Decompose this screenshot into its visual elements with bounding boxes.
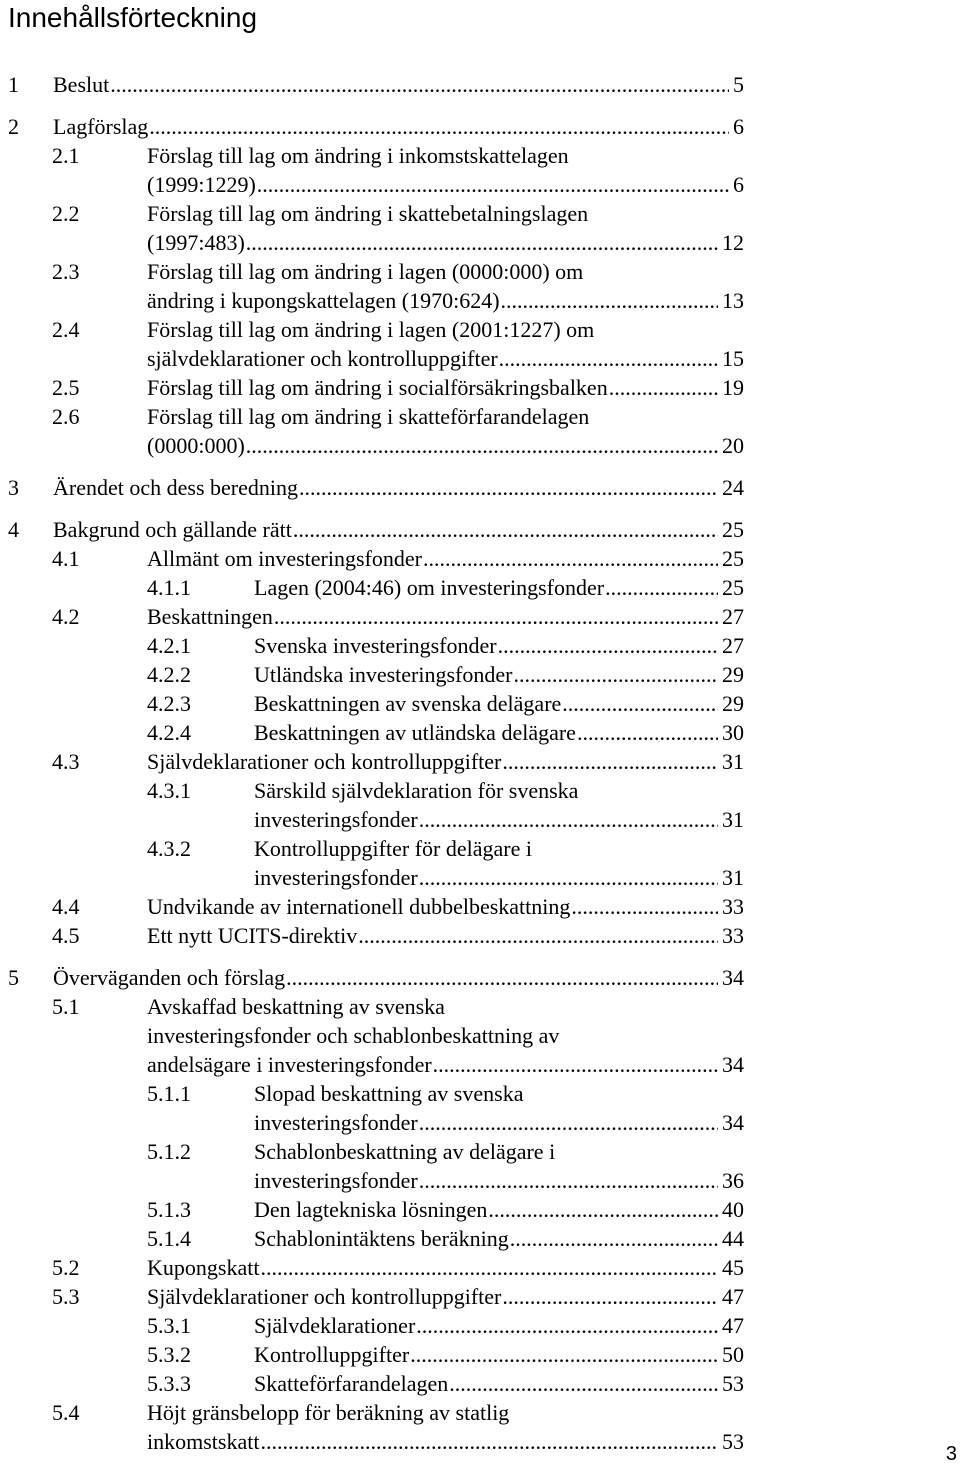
toc-entry-page: 31 (722, 807, 744, 832)
dot-leader (501, 287, 718, 315)
toc-entry-page: 31 (722, 865, 744, 890)
dot-leader (510, 1225, 718, 1253)
dot-leader (577, 719, 718, 747)
toc-entry-number: 4.2.2 (147, 662, 191, 687)
toc-entry-page: 15 (722, 346, 744, 371)
toc-line (147, 690, 744, 718)
toc-entry-title: investeringsfonder (254, 1110, 418, 1135)
toc-entry-title: Schablonintäktens beräkning (254, 1226, 509, 1251)
dot-leader (274, 603, 718, 631)
toc-entry-number: 2.5 (52, 375, 80, 400)
toc-entry-title: Förslag till lag om ändring i skattebetalningslagen (147, 201, 589, 226)
toc-line (52, 258, 744, 286)
toc-entry-title: Beskattningen av svenska delägare (254, 691, 562, 716)
toc-line (52, 748, 744, 776)
toc-entry-number: 3 (8, 475, 19, 500)
toc-line (52, 345, 744, 373)
toc-entry-number: 2.6 (52, 404, 80, 429)
dot-leader (609, 374, 718, 402)
toc-entry-number: 4.2.3 (147, 691, 191, 716)
toc-line (147, 835, 744, 863)
toc-entry-page: 53 (722, 1429, 744, 1454)
toc-entry-page: 33 (722, 923, 744, 948)
toc-line (8, 516, 744, 544)
toc-line (8, 113, 744, 141)
toc-entry-title: Lagen (2004:46) om investeringsfonder (254, 575, 605, 600)
toc-entry-page: 47 (722, 1284, 744, 1309)
dot-leader (149, 113, 729, 141)
toc-entry-title: självdeklarationer och kontrolluppgifter (147, 346, 498, 371)
dot-leader (571, 893, 718, 921)
toc-line (52, 603, 744, 631)
toc-entry-title: Beslut (53, 72, 110, 97)
toc-entry-number: 5.1.2 (147, 1139, 191, 1164)
dot-leader (502, 748, 718, 776)
dot-leader (419, 864, 718, 892)
toc-line (8, 964, 744, 992)
toc-entry-page: 31 (722, 749, 744, 774)
toc-entry-page: 40 (722, 1197, 744, 1222)
toc-entry-title: (0000:000) (147, 433, 245, 458)
toc-entry-title: inkomstskatt (147, 1429, 260, 1454)
toc-entry-title: Förslag till lag om ändring i inkomstskattelagen (147, 143, 569, 168)
toc-entry-title: Förslag till lag om ändring i lagen (2001:1227) om (147, 317, 595, 342)
toc-entry-title: Kontrolluppgifter för delägare i (254, 836, 532, 861)
toc-line (52, 893, 744, 921)
dot-leader (513, 661, 718, 689)
dot-leader (410, 1341, 718, 1369)
toc-entry-number: 4.2 (52, 604, 80, 629)
toc-entry-number: 4.1 (52, 546, 80, 571)
toc-entry-title: Självdeklarationer och kontrolluppgifter (147, 749, 502, 774)
toc-entry-number: 5.3.3 (147, 1371, 191, 1396)
toc-line (52, 1254, 744, 1282)
toc-line (52, 993, 744, 1021)
dot-leader (419, 1109, 718, 1137)
toc-line (8, 474, 744, 502)
toc-entry-page: 45 (722, 1255, 744, 1280)
toc-line (52, 374, 744, 402)
toc-entry-page: 34 (722, 1052, 744, 1077)
dot-leader (419, 806, 718, 834)
toc-entry-title: investeringsfonder (254, 865, 418, 890)
toc-entry-title: Ett nytt UCITS-direktiv (147, 923, 358, 948)
toc-entry-title: Förslag till lag om ändring i lagen (0000:000) om (147, 259, 584, 284)
toc-line (147, 574, 744, 602)
toc-entry-number: 5.1.3 (147, 1197, 191, 1222)
toc-entry-page: 34 (722, 1110, 744, 1135)
toc-line (52, 1051, 744, 1079)
toc-entry-page: 34 (722, 965, 744, 990)
toc-entry-title: investeringsfonder och schablonbeskattning av (147, 1023, 560, 1048)
toc-entry-title: Förslag till lag om ändring i skatteförfarandelagen (147, 404, 590, 429)
toc-entry-number: 5.3.1 (147, 1313, 191, 1338)
toc-entry-page: 44 (722, 1226, 744, 1251)
toc-entry-title: Schablonbeskattning av delägare i (254, 1139, 556, 1164)
dot-leader (286, 964, 718, 992)
toc-entry-number: 2.2 (52, 201, 80, 226)
dot-leader (605, 574, 718, 602)
toc-line (52, 403, 744, 431)
dot-leader (246, 432, 718, 460)
toc-entry-title: Allmänt om investeringsfonder (147, 546, 422, 571)
toc-entry-title: Beskattningen (147, 604, 273, 629)
dot-leader (498, 632, 718, 660)
toc-entry-number: 4.2.1 (147, 633, 191, 658)
page-number: 3 (945, 1443, 957, 1465)
toc-line (147, 1225, 744, 1253)
toc-line (147, 1196, 744, 1224)
toc-entry-page: 47 (722, 1313, 744, 1338)
toc-entry-number: 2.3 (52, 259, 80, 284)
dot-leader (260, 1428, 718, 1456)
toc-line (147, 719, 744, 747)
toc-entry-number: 5.1.1 (147, 1081, 191, 1106)
toc-line (52, 316, 744, 344)
dot-leader (502, 1283, 718, 1311)
dot-leader (293, 516, 718, 544)
toc-entry-title: Överväganden och förslag (53, 965, 286, 990)
toc-entry-title: Undvikande av internationell dubbelbeskattning (147, 894, 571, 919)
toc-entry-number: 2.1 (52, 143, 80, 168)
toc-entry-number: 4.1.1 (147, 575, 191, 600)
dot-leader (246, 229, 718, 257)
toc-entry-page: 6 (733, 114, 744, 139)
toc-entry-number: 5.4 (52, 1400, 80, 1425)
toc-entry-title: Den lagtekniska lösningen (254, 1197, 488, 1222)
toc-entry-number: 4.3 (52, 749, 80, 774)
toc-line (147, 1370, 744, 1398)
toc-entry-page: 30 (722, 720, 744, 745)
toc-line (147, 1109, 744, 1137)
toc-entry-page: 50 (722, 1342, 744, 1367)
toc-entry-number: 5.3.2 (147, 1342, 191, 1367)
dot-leader (358, 922, 718, 950)
toc-entry-number: 4.3.2 (147, 836, 191, 861)
toc-entry-title: Kontrolluppgifter (254, 1342, 410, 1367)
dot-leader (562, 690, 718, 718)
toc-entry-number: 2 (8, 114, 19, 139)
toc-entry-number: 4 (8, 517, 19, 542)
toc-entry-title: (1999:1229) (147, 172, 256, 197)
dot-leader (499, 345, 718, 373)
toc-entry-page: 27 (722, 633, 744, 658)
toc-entry-page: 29 (722, 662, 744, 687)
toc-entry-title: Bakgrund och gällande rätt (53, 517, 292, 542)
toc-line (147, 806, 744, 834)
toc-line (52, 200, 744, 228)
toc-line (52, 287, 744, 315)
toc-entry-number: 2.4 (52, 317, 80, 342)
toc-entry-number: 4.5 (52, 923, 80, 948)
toc-line (52, 1022, 744, 1050)
toc-entry-title: Självdeklarationer (254, 1313, 416, 1338)
toc-line (147, 1080, 744, 1108)
toc-entry-number: 4.2.4 (147, 720, 191, 745)
page-title: Innehållsförteckning (8, 2, 258, 33)
toc-entry-title: Kupongskatt (147, 1255, 260, 1280)
toc-entry-title: Särskild självdeklaration för svenska (254, 778, 579, 803)
toc-entry-title: Beskattningen av utländska delägare (254, 720, 576, 745)
toc-entry-title: Slopad beskattning av svenska (254, 1081, 524, 1106)
toc-line (147, 1312, 744, 1340)
toc-entry-page: 25 (722, 575, 744, 600)
dot-leader (110, 71, 729, 99)
toc-line (147, 777, 744, 805)
toc-entry-page: 25 (722, 517, 744, 542)
toc-entry-title: Ärendet och dess beredning (53, 475, 298, 500)
dot-leader (433, 1051, 718, 1079)
toc-line (147, 661, 744, 689)
dot-leader (449, 1370, 718, 1398)
toc-entry-page: 6 (733, 172, 744, 197)
dot-leader (299, 474, 718, 502)
toc-line (147, 864, 744, 892)
toc-line (147, 1167, 744, 1195)
toc-entry-number: 5.1.4 (147, 1226, 191, 1251)
toc-entry-page: 13 (722, 288, 744, 313)
toc-line (52, 432, 744, 460)
toc-entry-title: Avskaffad beskattning av svenska (147, 994, 445, 1019)
toc-entry-title: Lagförslag (53, 114, 149, 139)
toc-entry-page: 5 (733, 72, 744, 97)
toc-line (52, 545, 744, 573)
toc-entry-page: 25 (722, 546, 744, 571)
toc-entry-title: andelsägare i investeringsfonder (147, 1052, 432, 1077)
toc-entry-title: Svenska investeringsfonder (254, 633, 497, 658)
dot-leader (419, 1167, 718, 1195)
toc-entry-page: 20 (722, 433, 744, 458)
toc-line (52, 229, 744, 257)
toc-entry-title: (1997:483) (147, 230, 245, 255)
toc-entry-number: 1 (8, 72, 19, 97)
toc-entry-number: 4.4 (52, 894, 80, 919)
toc-line (147, 1341, 744, 1369)
toc-entry-number: 5.3 (52, 1284, 80, 1309)
toc-entry-title: Skatteförfarandelagen (254, 1371, 449, 1396)
toc-entry-page: 33 (722, 894, 744, 919)
toc-line (52, 1399, 744, 1427)
dot-leader (260, 1254, 718, 1282)
toc-entry-number: 5.1 (52, 994, 80, 1019)
toc-entry-title: Höjt gränsbelopp för beräkning av statlig (147, 1400, 510, 1425)
toc-line (52, 171, 744, 199)
dot-leader (488, 1196, 718, 1224)
dot-leader (416, 1312, 718, 1340)
toc-entry-page: 19 (722, 375, 744, 400)
toc-line (52, 142, 744, 170)
toc-entry-page: 36 (722, 1168, 744, 1193)
toc-entry-page: 24 (722, 475, 744, 500)
toc-entry-title: Förslag till lag om ändring i socialförsäkringsbalken (147, 375, 608, 400)
toc-entry-title: Självdeklarationer och kontrolluppgifter (147, 1284, 502, 1309)
toc-line (52, 922, 744, 950)
toc-line (147, 1138, 744, 1166)
toc-line (8, 71, 744, 99)
toc-entry-number: 5.2 (52, 1255, 80, 1280)
toc-line (147, 632, 744, 660)
toc-entry-title: Utländska investeringsfonder (254, 662, 513, 687)
toc-line (52, 1283, 744, 1311)
toc-entry-number: 4.3.1 (147, 778, 191, 803)
toc-entry-number: 5 (8, 965, 19, 990)
toc-entry-page: 29 (722, 691, 744, 716)
toc-entry-page: 12 (722, 230, 744, 255)
dot-leader (423, 545, 718, 573)
toc-entry-title: investeringsfonder (254, 1168, 418, 1193)
toc-entry-page: 53 (722, 1371, 744, 1396)
dot-leader (257, 171, 729, 199)
toc-entry-page: 27 (722, 604, 744, 629)
toc-line (52, 1428, 744, 1456)
toc-entry-title: ändring i kupongskattelagen (1970:624) (147, 288, 500, 313)
toc-entry-title: investeringsfonder (254, 807, 418, 832)
